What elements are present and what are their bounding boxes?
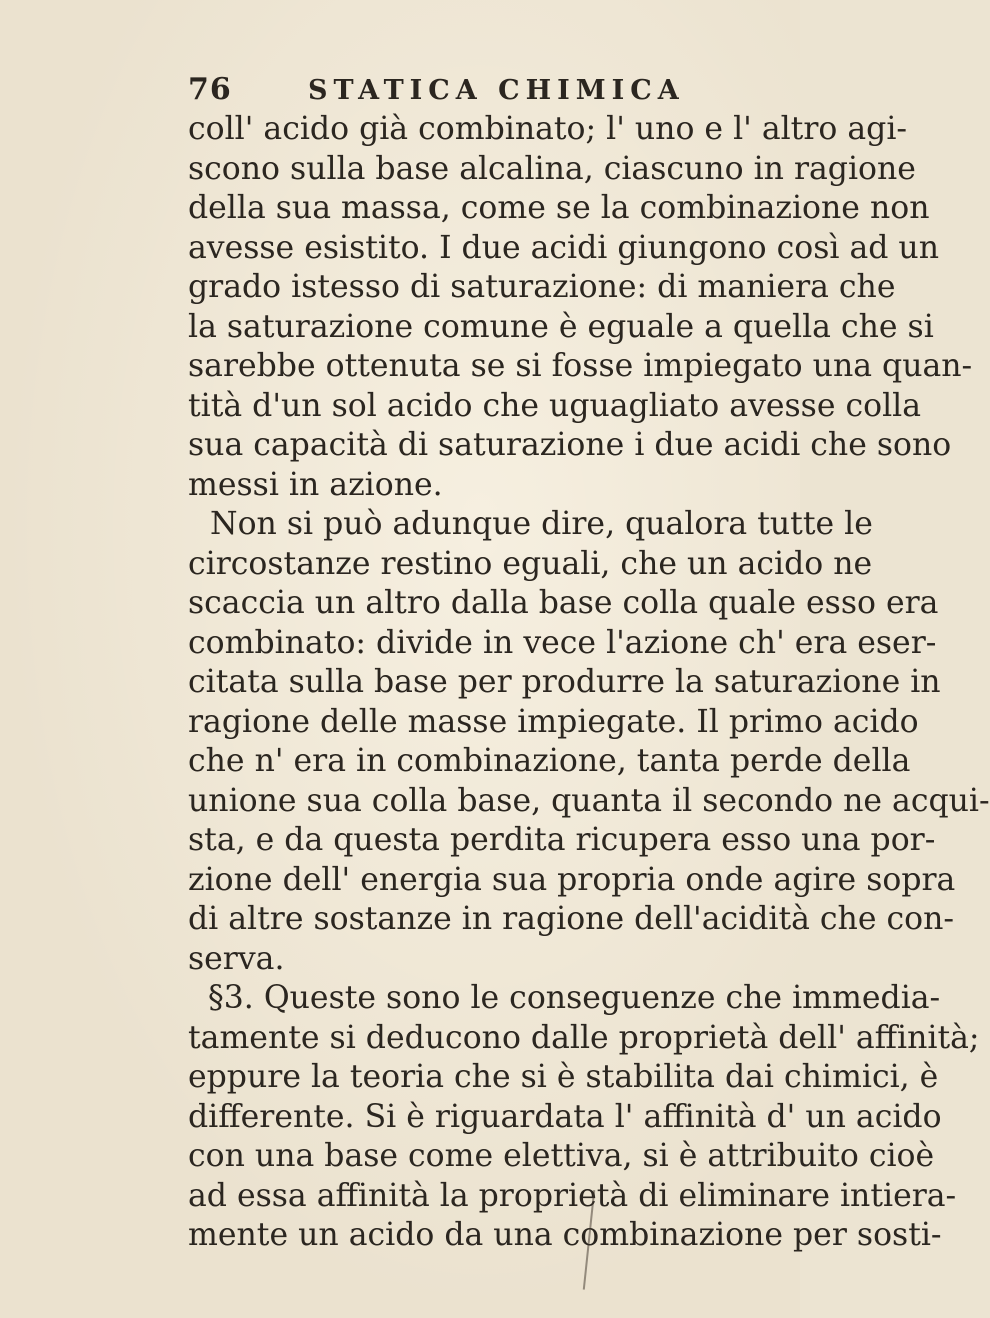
text-line: che n' era in combinazione, tanta perde della	[188, 743, 911, 779]
text-line: la saturazione comune è eguale a quella che si	[188, 308, 934, 345]
text-line: mente un acido da una combinazione per sosti-	[188, 1217, 942, 1253]
text-line: messi in azione.	[188, 466, 443, 503]
text-line: ragione delle masse impiegate. Il primo acido	[188, 703, 919, 740]
running-title: STATICA CHIMICA	[308, 75, 685, 106]
text-line: sarebbe ottenuta se si fosse impiegato una quan-	[188, 348, 973, 384]
body-text	[188, 110, 990, 1256]
running-head	[188, 72, 772, 108]
text-line: tamente si deducono dalle proprietà dell' affinità;	[188, 1019, 980, 1056]
text-line: di altre sostanze in ragione dell'acidità che con-	[188, 901, 955, 937]
text-line: unione sua colla base, quanta il secondo ne acqui-	[188, 782, 990, 819]
text-line: eppure la teoria che si è stabilita dai chimici, è	[188, 1059, 939, 1095]
text-line: coll' acido già combinato; l' uno e l' altro agi-	[188, 111, 908, 147]
text-line: combinato: divide in vece l'azione ch' era eser-	[188, 624, 937, 661]
paragraph-start-line: Non si può adunque dire, qualora tutte le	[210, 506, 873, 542]
text-line: citata sulla base per produrre la saturazione in	[188, 664, 941, 700]
text-line: sta, e da questa perdita ricupera esso una por-	[188, 822, 936, 858]
text-line: sua capacità di saturazione i due acidi che sono	[188, 427, 952, 463]
text-line: della sua massa, come se la combinazione non	[188, 190, 930, 226]
text-line: zione dell' energia sua propria onde agire sopra	[188, 861, 956, 898]
text-line: grado istesso di saturazione: di maniera che	[188, 269, 896, 305]
text-line: ad essa affinità la proprietà di eliminare intiera-	[188, 1177, 957, 1214]
section-start-line: §3. Queste sono le conseguenze che immedia-	[208, 980, 941, 1016]
text-line: scaccia un altro dalla base colla quale esso era	[188, 585, 939, 621]
text-line: serva.	[188, 940, 285, 977]
text-line: differente. Si è riguardata l' affinità d' un acido	[188, 1098, 942, 1135]
text-line: circostanze restino eguali, che un acido ne	[188, 545, 873, 582]
page-number: 76	[188, 72, 232, 107]
text-line: con una base come elettiva, si è attribuito cioè	[188, 1138, 935, 1174]
text-line: avesse esistito. I due acidi giungono così ad un	[188, 229, 939, 266]
text-line: scono sulla base alcalina, ciascuno in ragione	[188, 150, 916, 187]
text-line: tità d'un sol acido che uguagliato avesse colla	[188, 387, 922, 424]
